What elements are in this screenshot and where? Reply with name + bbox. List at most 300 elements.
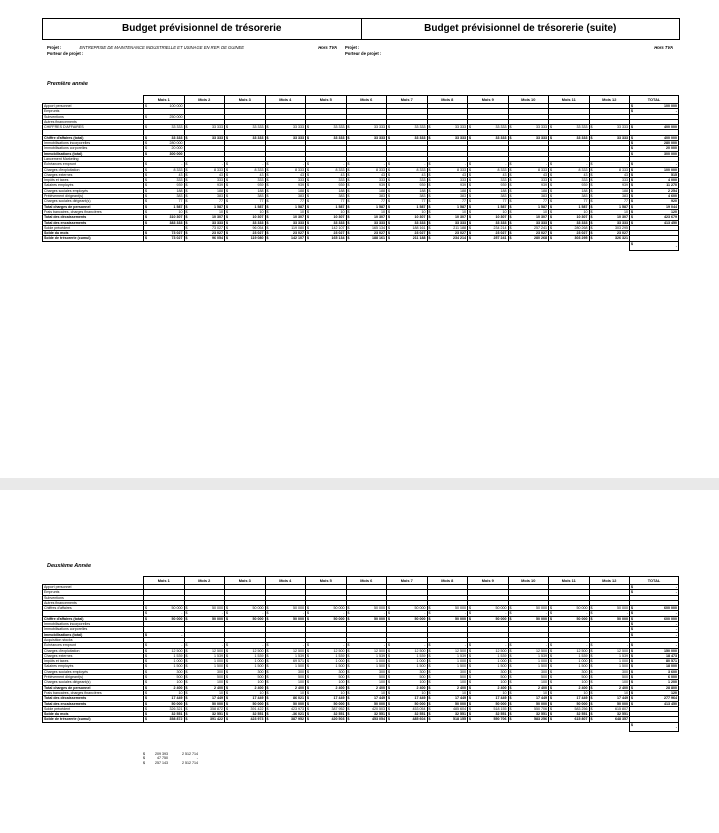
row-label: Chiffre d'affaires (total) bbox=[43, 616, 144, 621]
month-cell: $ 32 551 bbox=[346, 712, 387, 717]
month-cell: $ 23 027 bbox=[468, 231, 509, 236]
month-cell: $ 500 bbox=[468, 675, 509, 680]
row-label: Charges sociales dirigeant(s) bbox=[43, 199, 144, 204]
month-cell: $ 1 000 bbox=[144, 659, 185, 664]
total-cell: $ 18 000 bbox=[630, 664, 679, 669]
month-cell: $ 257 241 bbox=[508, 225, 549, 230]
month-cell: $ - bbox=[265, 611, 306, 616]
month-cell: $ 1 539 bbox=[387, 653, 428, 658]
total-cell: $ 18 473 bbox=[630, 653, 679, 658]
month-cell: $ 10 bbox=[589, 209, 630, 214]
month-cell: $ 10 bbox=[549, 690, 590, 695]
month-cell: $ 77 bbox=[387, 199, 428, 204]
month-cell: $ 17 449 bbox=[144, 696, 185, 701]
month-cell: $ 32 551 bbox=[387, 712, 428, 717]
month-cell: $ 100 bbox=[184, 680, 225, 685]
row-label: Autres financements bbox=[43, 600, 144, 605]
month-cell: $ 188 bbox=[468, 188, 509, 193]
month-cell: $ 33 333 bbox=[184, 135, 225, 140]
row-label: Immobilisations incorporelles bbox=[43, 141, 144, 146]
month-cell: $ 50 000 bbox=[589, 616, 630, 621]
month-cell: $ 77 bbox=[225, 199, 266, 204]
month-cell: $ - bbox=[184, 643, 225, 648]
month-cell: $ 33 333 bbox=[589, 135, 630, 140]
month-cell: $ 17 449 bbox=[468, 696, 509, 701]
month-cell: $ 1 500 bbox=[265, 664, 306, 669]
row-label: Total des décaissements bbox=[43, 696, 144, 701]
month-cell: $ 43 bbox=[589, 172, 630, 177]
month-cell: $ 939 bbox=[589, 183, 630, 188]
month-cell: $ 188 bbox=[427, 188, 468, 193]
row-label: Impôts et taxes bbox=[43, 659, 144, 664]
total-cell: $ 120 bbox=[630, 690, 679, 695]
month-cell: $ 50 000 bbox=[468, 606, 509, 611]
month-cell: $ 50 000 bbox=[427, 701, 468, 706]
column-header: Mois 8 bbox=[427, 577, 468, 585]
month-cell: $ 10 bbox=[508, 690, 549, 695]
month-cell: $ 2 400 bbox=[144, 685, 185, 690]
month-cell: $ 391 422 bbox=[184, 717, 225, 722]
month-cell: $ 10 bbox=[144, 209, 185, 214]
month-cell: $ 1 539 bbox=[225, 653, 266, 658]
month-cell: $ 1 500 bbox=[468, 664, 509, 669]
month-cell: $ 383 bbox=[225, 194, 266, 199]
extra-lines bbox=[143, 752, 198, 765]
month-cell: $ 23 027 bbox=[346, 231, 387, 236]
month-cell: $ 10 307 bbox=[508, 215, 549, 220]
month-cell: $ 96 054 bbox=[184, 236, 225, 241]
month-cell: $ 2 400 bbox=[265, 685, 306, 690]
month-cell: $ 1 587 bbox=[144, 204, 185, 209]
column-header: Mois 12 bbox=[589, 96, 630, 104]
month-cell: $ 280 000 bbox=[144, 141, 185, 146]
month-cell: $ 50 000 bbox=[468, 616, 509, 621]
month-cell: $ 358 872 bbox=[184, 706, 225, 711]
month-cell: $ 500 bbox=[427, 675, 468, 680]
month-cell: $ 1 500 bbox=[225, 664, 266, 669]
month-cell: $ 303 295 bbox=[589, 225, 630, 230]
row-label: Immobilisations corporelles bbox=[43, 146, 144, 151]
month-cell: $ 50 000 bbox=[265, 701, 306, 706]
month-cell: $ 10 bbox=[225, 690, 266, 695]
month-cell: $ 10 307 bbox=[468, 215, 509, 220]
month-cell: $ 939 bbox=[346, 183, 387, 188]
total-cell: $ - bbox=[630, 162, 679, 167]
month-cell: $ - bbox=[589, 162, 630, 167]
month-cell: $ 8 333 bbox=[144, 167, 185, 172]
month-cell: $ 326 321 bbox=[144, 706, 185, 711]
row-label: Immobilisations (total) bbox=[43, 632, 144, 637]
month-cell: $ 17 449 bbox=[346, 696, 387, 701]
month-cell: $ 12 500 bbox=[265, 648, 306, 653]
column-header: Mois 7 bbox=[387, 577, 428, 585]
month-cell: $ 383 bbox=[184, 194, 225, 199]
month-cell: $ 32 551 bbox=[144, 712, 185, 717]
column-header: Mois 4 bbox=[265, 96, 306, 104]
month-cell: $ 2 400 bbox=[225, 685, 266, 690]
month-cell: $ 77 bbox=[306, 199, 347, 204]
month-cell: $ 8 333 bbox=[346, 167, 387, 172]
porteur-label: Porteur de projet : bbox=[47, 51, 84, 56]
month-cell: $ 10 307 bbox=[184, 215, 225, 220]
month-cell: $ 43 bbox=[265, 172, 306, 177]
month-cell: $ - bbox=[225, 162, 266, 167]
month-cell: $ 333 bbox=[225, 178, 266, 183]
total-cell: $ 1 200 bbox=[630, 680, 679, 685]
month-cell: $ 12 500 bbox=[468, 648, 509, 653]
month-cell: $ 33 333 bbox=[306, 135, 347, 140]
month-cell: $ 33 333 bbox=[346, 125, 387, 130]
month-cell: $ 33 333 bbox=[387, 220, 428, 225]
month-cell: $ 50 000 bbox=[468, 701, 509, 706]
month-cell: $ 1 500 bbox=[306, 664, 347, 669]
month-cell: $ 10 bbox=[387, 690, 428, 695]
month-cell: $ 326 321 bbox=[589, 236, 630, 241]
month-cell: $ 300 bbox=[306, 669, 347, 674]
month-cell: $ - bbox=[387, 162, 428, 167]
month-cell: $ 43 bbox=[144, 172, 185, 177]
extra-value-a: 209 393 bbox=[155, 752, 168, 756]
month-cell: $ 12 500 bbox=[508, 648, 549, 653]
column-header: Mois 1 bbox=[144, 577, 185, 585]
month-cell: $ 939 bbox=[549, 183, 590, 188]
month-cell: $ 423 973 bbox=[225, 717, 266, 722]
month-cell: $ 50 000 bbox=[589, 606, 630, 611]
column-header: TOTAL bbox=[630, 577, 679, 585]
row-label: Charges externes bbox=[43, 653, 144, 658]
month-cell: $ 939 bbox=[265, 183, 306, 188]
month-cell: $ 10 307 bbox=[346, 215, 387, 220]
year2-table bbox=[42, 576, 679, 732]
month-cell: $ 33 333 bbox=[387, 135, 428, 140]
month-cell: $ 280 268 bbox=[549, 225, 590, 230]
month-cell: $ 50 000 bbox=[549, 701, 590, 706]
month-cell: $ 383 bbox=[265, 194, 306, 199]
total-cell: $ 100 000 bbox=[630, 104, 679, 109]
month-cell: $ 300 bbox=[468, 669, 509, 674]
month-cell: $ 2 400 bbox=[306, 685, 347, 690]
month-cell: $ 939 bbox=[508, 183, 549, 188]
month-cell: $ 939 bbox=[387, 183, 428, 188]
month-cell: $ - bbox=[427, 643, 468, 648]
month-cell: $ 939 bbox=[225, 183, 266, 188]
total-cell: $ 2 254 bbox=[630, 188, 679, 193]
month-cell: $ 188 bbox=[508, 188, 549, 193]
month-cell: $ 1 539 bbox=[427, 653, 468, 658]
month-cell: $ 43 bbox=[306, 172, 347, 177]
month-cell: $ 518 155 bbox=[468, 706, 509, 711]
row-label: Subventions bbox=[43, 595, 144, 600]
month-cell: $ 23 027 bbox=[549, 231, 590, 236]
column-header: TOTAL bbox=[630, 96, 679, 104]
row-label: Total des encaissements bbox=[43, 701, 144, 706]
month-cell: $ 383 bbox=[306, 194, 347, 199]
month-cell: $ 32 551 bbox=[589, 712, 630, 717]
total-cell: $ - bbox=[630, 632, 679, 637]
month-cell: $ 23 027 bbox=[589, 231, 630, 236]
column-header: Mois 2 bbox=[184, 96, 225, 104]
meta-right bbox=[345, 45, 673, 57]
month-cell: $ 73 027 bbox=[184, 225, 225, 230]
month-cell: $ 10 307 bbox=[427, 215, 468, 220]
month-cell: $ 23 027 bbox=[508, 231, 549, 236]
total-cell: $ 400 000 bbox=[630, 125, 679, 130]
total-cell: $ 515 bbox=[630, 172, 679, 177]
month-cell: $ 17 449 bbox=[549, 696, 590, 701]
month-cell: $ 50 000 bbox=[306, 606, 347, 611]
month-cell: $ 1 587 bbox=[589, 204, 630, 209]
projet-label-2: Projet : bbox=[345, 45, 360, 50]
month-cell: $ 1 500 bbox=[549, 664, 590, 669]
month-cell: $ 1 587 bbox=[427, 204, 468, 209]
title-bar bbox=[42, 18, 680, 40]
porteur-label-2: Porteur de projet : bbox=[345, 51, 382, 56]
sheet-page-2 bbox=[0, 490, 719, 833]
month-cell: $ 43 bbox=[225, 172, 266, 177]
month-cell: $ 333 bbox=[346, 178, 387, 183]
month-cell: $ 10 bbox=[468, 690, 509, 695]
month-cell: $ 485 604 bbox=[427, 706, 468, 711]
month-cell: $ 453 054 bbox=[346, 717, 387, 722]
month-cell: $ 1 500 bbox=[346, 664, 387, 669]
month-cell: $ - bbox=[549, 162, 590, 167]
column-header: Mois 10 bbox=[508, 577, 549, 585]
month-cell: $ 100 bbox=[589, 680, 630, 685]
month-cell: $ 32 551 bbox=[306, 712, 347, 717]
month-cell: $ 300 bbox=[427, 669, 468, 674]
month-cell: $ 10 307 bbox=[306, 215, 347, 220]
month-cell: $ 1 000 bbox=[589, 659, 630, 664]
month-cell: $ 383 bbox=[549, 194, 590, 199]
month-cell: $ 358 872 bbox=[144, 717, 185, 722]
month-cell: $ 23 027 bbox=[306, 231, 347, 236]
month-cell: $ - bbox=[265, 643, 306, 648]
month-cell: $ 300 bbox=[589, 669, 630, 674]
month-cell: $ 1 587 bbox=[184, 204, 225, 209]
month-cell: $ 10 bbox=[387, 209, 428, 214]
month-cell: $ 32 551 bbox=[225, 712, 266, 717]
month-cell: $ 10 bbox=[346, 209, 387, 214]
column-header: Mois 7 bbox=[387, 96, 428, 104]
month-cell: $ 50 000 bbox=[144, 606, 185, 611]
month-cell: $ 100 bbox=[468, 680, 509, 685]
month-cell: $ 100 bbox=[265, 680, 306, 685]
month-cell: $ - bbox=[144, 643, 185, 648]
month-cell: $ 583 256 bbox=[549, 706, 590, 711]
month-cell: $ 500 bbox=[549, 675, 590, 680]
month-cell: $ 33 333 bbox=[387, 125, 428, 130]
month-cell: $ 939 bbox=[427, 183, 468, 188]
month-cell: $ 939 bbox=[144, 183, 185, 188]
month-cell: $ 23 027 bbox=[225, 231, 266, 236]
column-header: Mois 5 bbox=[306, 96, 347, 104]
month-cell: $ 100 bbox=[346, 680, 387, 685]
month-cell: $ 1 000 bbox=[225, 659, 266, 664]
month-cell: $ 100 bbox=[387, 680, 428, 685]
row-label: Total des décaissements bbox=[43, 215, 144, 220]
extra-dollar: $ bbox=[143, 756, 145, 761]
projet-label: Projet : bbox=[47, 45, 62, 50]
month-cell: $ 20 000 bbox=[144, 146, 185, 151]
month-cell: $ 23 027 bbox=[184, 231, 225, 236]
month-cell: $ - bbox=[306, 643, 347, 648]
month-cell: $ 12 500 bbox=[144, 648, 185, 653]
month-cell: $ 12 500 bbox=[346, 648, 387, 653]
month-cell: $ 33 333 bbox=[184, 125, 225, 130]
month-cell: $ - bbox=[346, 611, 387, 616]
month-cell: $ 77 bbox=[589, 199, 630, 204]
month-cell: $ 1 000 bbox=[346, 659, 387, 664]
month-cell: $ 1 587 bbox=[265, 204, 306, 209]
month-cell: $ 142 107 bbox=[306, 225, 347, 230]
month-cell: $ 300 bbox=[184, 669, 225, 674]
month-cell: $ 43 bbox=[549, 172, 590, 177]
month-cell: $ 2 400 bbox=[184, 685, 225, 690]
month-cell: $ 500 bbox=[225, 675, 266, 680]
month-cell: $ 8 333 bbox=[508, 167, 549, 172]
month-cell: $ 1 000 bbox=[427, 659, 468, 664]
month-cell: $ 33 333 bbox=[225, 220, 266, 225]
month-cell: $ 1 539 bbox=[589, 653, 630, 658]
row-label: Solde du mois bbox=[43, 231, 144, 236]
month-cell: $ 10 bbox=[265, 209, 306, 214]
extra-dollar: $ bbox=[143, 752, 145, 756]
month-cell: $ - bbox=[508, 162, 549, 167]
month-cell: $ - bbox=[225, 643, 266, 648]
month-cell: $ 12 500 bbox=[306, 648, 347, 653]
month-cell: $ 1 539 bbox=[549, 653, 590, 658]
month-cell: $ 50 000 bbox=[144, 701, 185, 706]
month-cell: $ 12 500 bbox=[589, 648, 630, 653]
row-label: Total charges de personnel bbox=[43, 685, 144, 690]
month-cell: $ 33 333 bbox=[306, 220, 347, 225]
month-cell: $ 550 706 bbox=[468, 717, 509, 722]
extra-dollar: $ bbox=[143, 760, 145, 765]
month-cell: $ 77 bbox=[184, 199, 225, 204]
total-cell: $ 413 450 bbox=[630, 701, 679, 706]
total-cell: $ 300 000 bbox=[630, 151, 679, 156]
month-cell: $ 8 333 bbox=[468, 167, 509, 172]
month-cell: $ 50 000 bbox=[184, 616, 225, 621]
month-cell: $ 583 256 bbox=[508, 717, 549, 722]
month-cell: $ 142 107 bbox=[265, 236, 306, 241]
month-cell: $ - bbox=[589, 643, 630, 648]
column-header: Mois 2 bbox=[184, 577, 225, 585]
column-header: Mois 9 bbox=[468, 96, 509, 104]
after-total-cell: $ - bbox=[630, 722, 679, 731]
month-cell: $ 33 333 bbox=[427, 125, 468, 130]
month-cell: $ 12 500 bbox=[387, 648, 428, 653]
column-header: Mois 11 bbox=[549, 577, 590, 585]
month-cell: $ 32 551 bbox=[508, 712, 549, 717]
month-cell: $ - bbox=[225, 611, 266, 616]
month-cell: $ - bbox=[427, 162, 468, 167]
month-cell: $ 188 bbox=[306, 188, 347, 193]
extra-value-a: 47 750 bbox=[157, 756, 168, 761]
total-cell: $ - bbox=[630, 590, 679, 595]
month-cell: $ 1 587 bbox=[225, 204, 266, 209]
month-cell: $ 2 400 bbox=[549, 685, 590, 690]
column-header: Mois 9 bbox=[468, 577, 509, 585]
month-cell: $ 453 054 bbox=[387, 706, 428, 711]
month-cell: $ 1 000 bbox=[306, 659, 347, 664]
row-label: Immobilisations incorporelles bbox=[43, 622, 144, 627]
month-cell: $ - bbox=[549, 643, 590, 648]
month-cell: $ 165 134 bbox=[346, 225, 387, 230]
row-label: Prélèvement dirigeant(s) bbox=[43, 675, 144, 680]
month-cell: $ 23 027 bbox=[265, 231, 306, 236]
month-cell: $ 77 bbox=[468, 199, 509, 204]
month-cell: $ 500 bbox=[508, 675, 549, 680]
month-cell: $ 33 333 bbox=[508, 135, 549, 140]
month-cell: $ 43 bbox=[184, 172, 225, 177]
month-cell: $ - bbox=[589, 611, 630, 616]
month-cell: $ 300 bbox=[549, 669, 590, 674]
month-cell: $ 1 539 bbox=[306, 653, 347, 658]
month-cell: $ 420 503 bbox=[346, 706, 387, 711]
total-cell: $ - bbox=[630, 585, 679, 590]
total-cell: $ 20 000 bbox=[630, 146, 679, 151]
month-cell: $ 33 333 bbox=[468, 220, 509, 225]
month-cell: $ 50 000 bbox=[306, 701, 347, 706]
month-cell: $ 188 bbox=[589, 188, 630, 193]
month-cell: $ 17 449 bbox=[508, 696, 549, 701]
month-cell: $ 300 000 bbox=[144, 151, 185, 156]
month-cell: $ 383 bbox=[387, 194, 428, 199]
month-cell: $ 50 000 bbox=[144, 616, 185, 621]
month-cell: $ 165 134 bbox=[306, 236, 347, 241]
month-cell: $ 1 500 bbox=[184, 664, 225, 669]
month-cell: $ 188 bbox=[184, 188, 225, 193]
month-cell: $ 50 000 bbox=[346, 606, 387, 611]
month-cell: $ 10 bbox=[427, 209, 468, 214]
month-cell: $ 383 bbox=[144, 194, 185, 199]
month-cell: $ 33 333 bbox=[265, 125, 306, 130]
month-cell: $ 333 bbox=[549, 178, 590, 183]
month-cell: $ 17 449 bbox=[184, 696, 225, 701]
month-cell: $ 383 bbox=[508, 194, 549, 199]
month-cell: $ 32 551 bbox=[184, 712, 225, 717]
extra-value-b: 2 512 714 bbox=[182, 752, 198, 756]
month-cell: $ 1 539 bbox=[184, 653, 225, 658]
month-cell: $ 50 000 bbox=[225, 606, 266, 611]
month-cell: $ 383 bbox=[589, 194, 630, 199]
month-cell: $ - bbox=[306, 611, 347, 616]
month-cell: $ 310 307 bbox=[144, 215, 185, 220]
month-cell: $ 1 539 bbox=[508, 653, 549, 658]
column-header: Mois 5 bbox=[306, 577, 347, 585]
month-cell: $ 12 500 bbox=[225, 648, 266, 653]
month-cell: $ 1 587 bbox=[549, 204, 590, 209]
month-cell: $ 1 539 bbox=[468, 653, 509, 658]
month-cell: $ 23 027 bbox=[387, 231, 428, 236]
month-cell: $ 1 000 bbox=[468, 659, 509, 664]
projet-value: ENTREPRISE DE MAINTENANCE INDUSTRIELLE ET USINAGE EN REP. DE GUINEE bbox=[79, 45, 245, 50]
month-cell: $ 1 000 bbox=[387, 659, 428, 664]
month-cell: $ 333 bbox=[387, 178, 428, 183]
month-cell: $ 50 000 bbox=[184, 606, 225, 611]
header-blank bbox=[43, 96, 144, 104]
month-cell: $ 33 333 bbox=[549, 125, 590, 130]
month-cell: $ 77 bbox=[144, 199, 185, 204]
total-cell: $ 3 600 bbox=[630, 669, 679, 674]
row-label: Solde de trésorerie (cumul) bbox=[43, 236, 144, 241]
month-cell: $ 50 000 bbox=[306, 616, 347, 621]
month-cell: $ 12 500 bbox=[184, 648, 225, 653]
title-right: Budget prévisionnel de trésorerie (suite) bbox=[361, 19, 680, 39]
month-cell: $ 77 bbox=[508, 199, 549, 204]
month-cell: $ 333 bbox=[427, 178, 468, 183]
